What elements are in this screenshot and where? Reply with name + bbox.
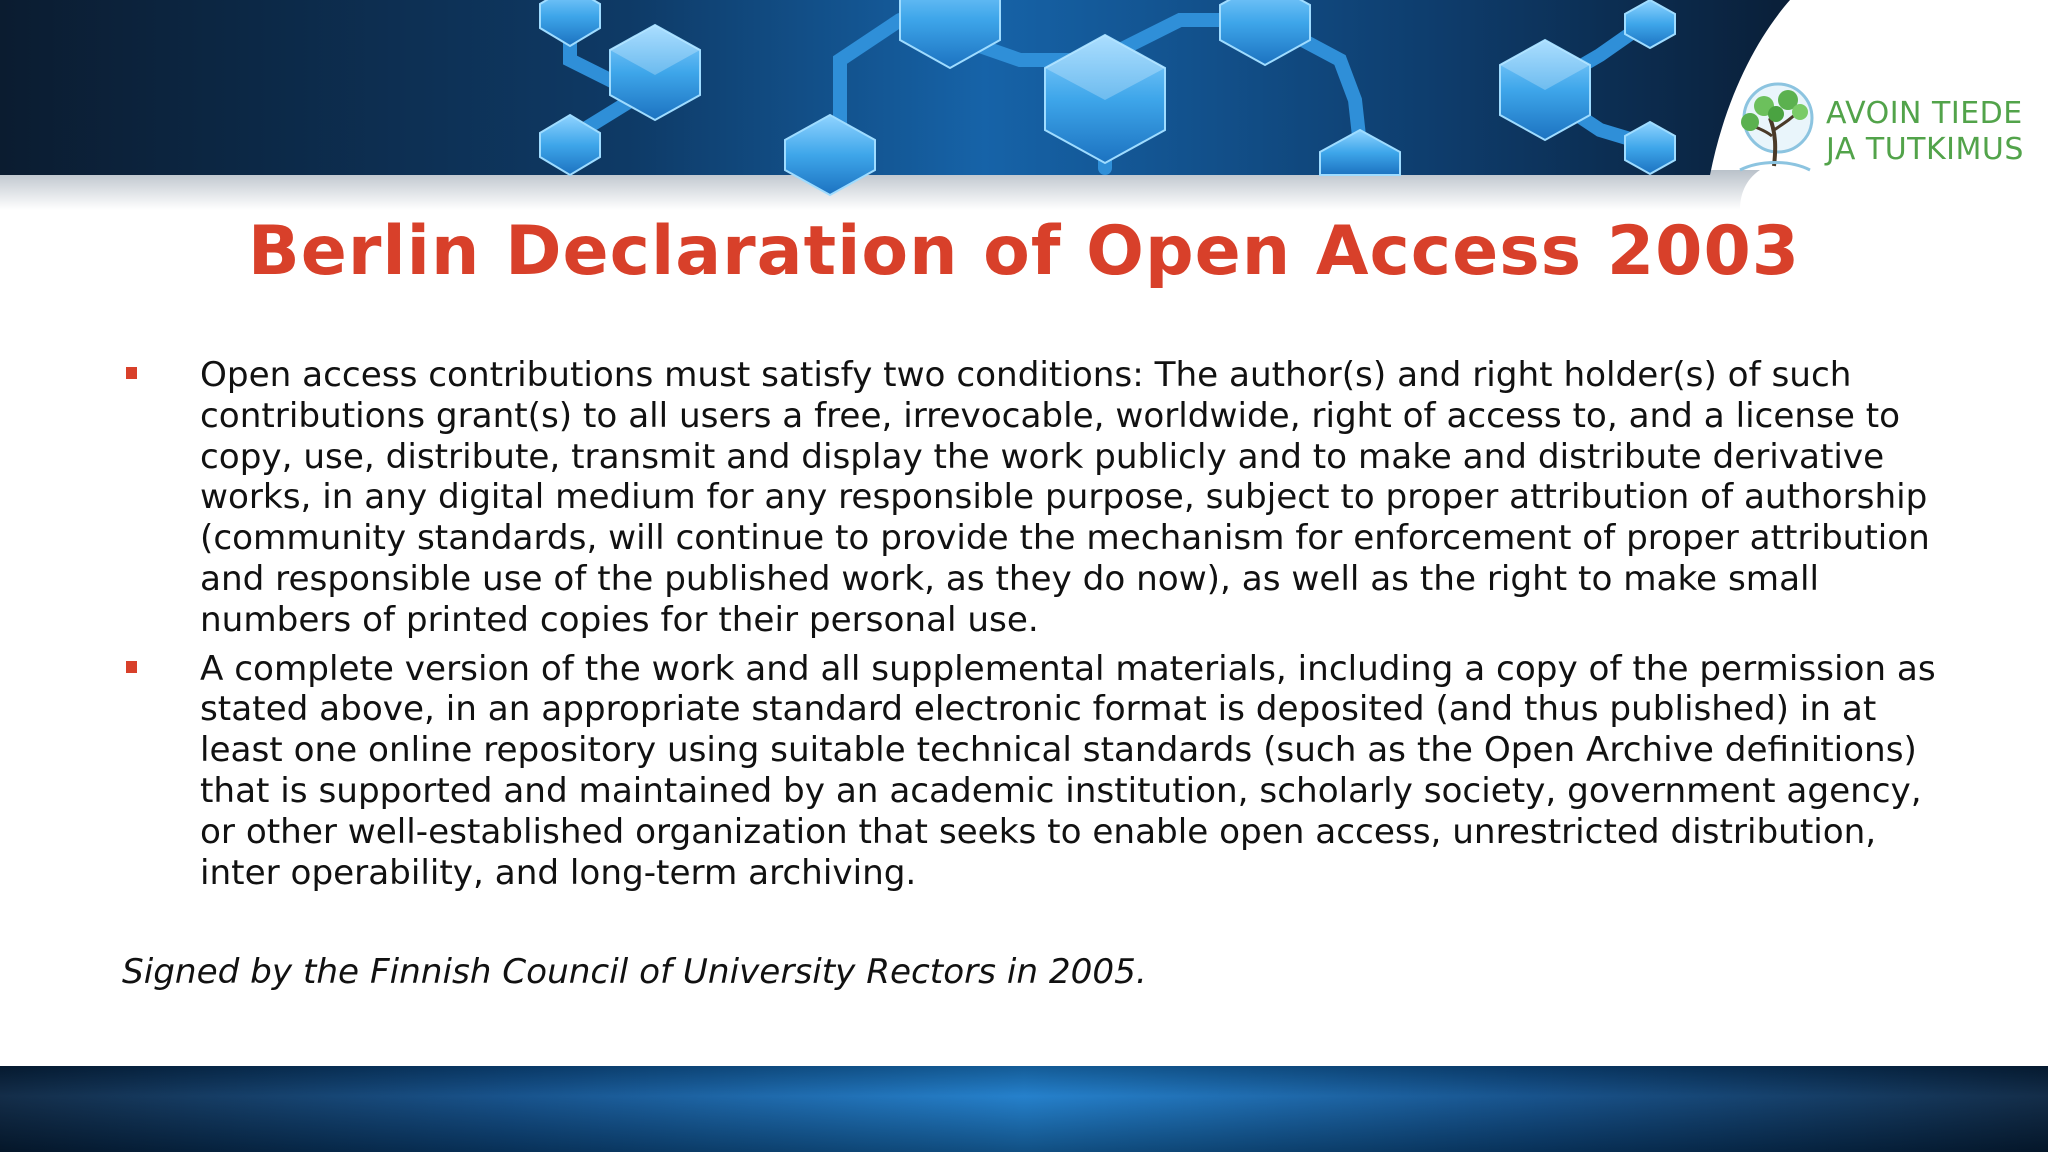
footer-band	[0, 1066, 2048, 1152]
logo-text	[1826, 96, 2024, 168]
header-banner	[0, 0, 2048, 215]
logo-line-2: JA TUTKIMUS	[1826, 132, 2024, 167]
bullet-item	[120, 649, 1940, 894]
signature-note: Signed by the Finnish Council of University Rectors in 2005.	[122, 952, 1147, 992]
bullet-text: Open access contributions must satisfy two conditions: The author(s) and right holder(s) of such contributions grant(s) to all users a free, irrevocable, worldwide, right of access to, and a license to copy, use, distribute, transmit and display the work publicly and to make and distribute derivative works, in any digital medium for any responsible purpose, subject to proper attribution of authorship (community standards, will continue to provide the mechanism for enforcement of proper attribution and responsible use of the published work, as they do now), as well as the right to make small numbers of printed copies for their personal use.	[200, 355, 1930, 640]
bullet-item	[120, 355, 1940, 641]
bullet-list	[120, 355, 1940, 901]
slide-title: Berlin Declaration of Open Access 2003	[247, 212, 1801, 291]
square-bullet-icon	[126, 661, 137, 673]
logo-line-1: AVOIN TIEDE	[1826, 96, 2023, 131]
logo	[1730, 78, 2040, 178]
bullet-text: A complete version of the work and all supplemental materials, including a copy of the permission as stated above, in an appropriate standard electronic format is deposited (and thus published) in at least one online repository using suitable technical standards (such as the Open Archive definitions) that is supported and maintained by an academic institution, scholarly society, government agency, or other well-established organization that seeks to enable open access, unrestricted distribution, inter operability, and long-term archiving.	[200, 648, 1936, 893]
tree-globe-icon	[1730, 78, 1820, 178]
square-bullet-icon	[126, 367, 137, 379]
